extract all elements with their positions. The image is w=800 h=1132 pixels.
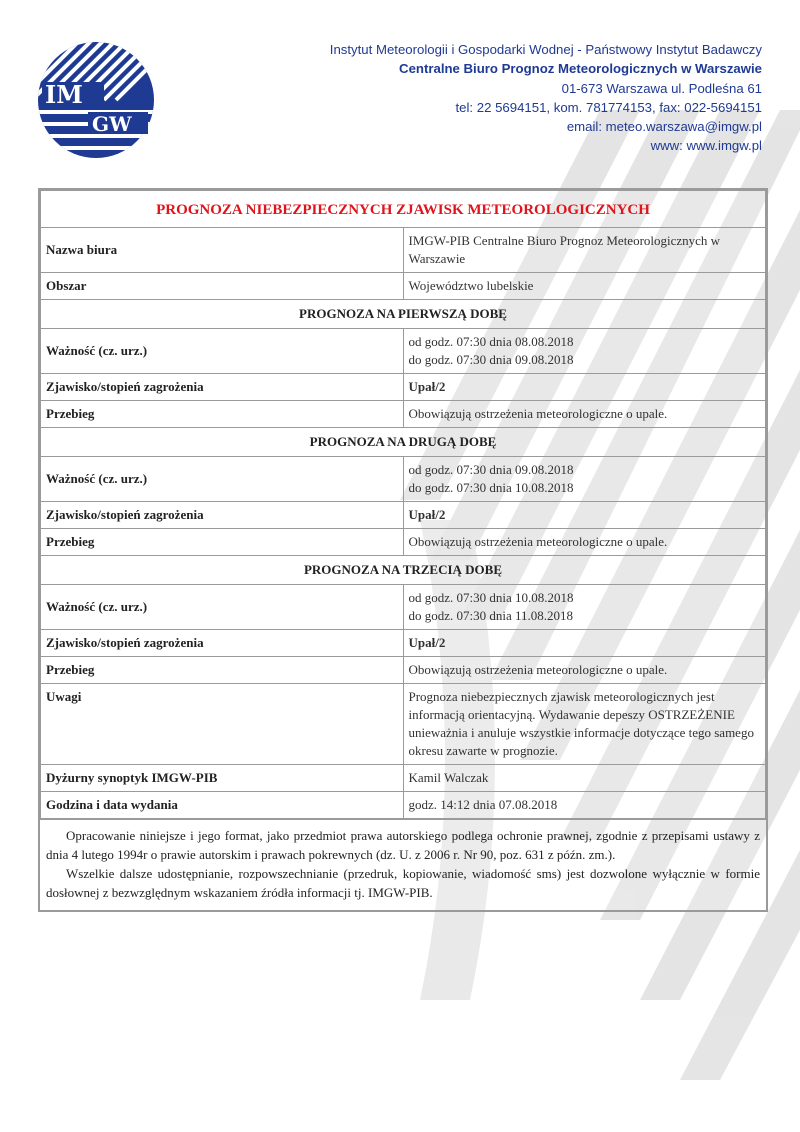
day2-phenomenon-value: Upał/2 — [403, 502, 766, 529]
day1-phenomenon-value: Upał/2 — [403, 374, 766, 401]
imgw-logo — [36, 40, 156, 160]
office-value: IMGW-PIB Centralne Biuro Prognoz Meteorologicznych w Warszawie — [403, 228, 766, 273]
day1-phenomenon-label: Zjawisko/stopień zagrożenia — [41, 374, 404, 401]
day3-course-label: Przebieg — [41, 657, 404, 684]
copyright-paragraph-1: Opracowanie niniejsze i jego format, jako przedmiot prawa autorskiego podlega ochronie prawnej, zgodnie z przepisami ustawy z dnia 4 lutego 1994r o prawie autorskim i prawach pokrewnych (dz. U. z 2006 r. Nr 90, poz. 631 z późn. zm.). — [46, 828, 760, 862]
copyright-paragraph-2: Wszelkie dalsze udostępnianie, rozpowszechnianie (przedruk, kopiowanie, wiadomość sms) jest dozwolone wyłącznie w formie dosłownej z bezwzględnym wskazaniem źródła informacji tj. IMGW-PIB. — [46, 866, 760, 900]
day2-validity-value — [403, 457, 766, 502]
day1-validity-to: do godz. 07:30 dnia 09.08.2018 — [408, 352, 574, 367]
day3-course-value: Obowiązują ostrzeżenia meteorologiczne o upale. — [403, 657, 766, 684]
copyright-notice — [40, 819, 766, 910]
day1-validity-value — [403, 329, 766, 374]
day1-validity-from: od godz. 07:30 dnia 08.08.2018 — [408, 334, 574, 349]
day1-validity-label: Ważność (cz. urz.) — [41, 329, 404, 374]
forecaster-label: Dyżurny synoptyk IMGW-PIB — [41, 765, 404, 792]
day1-course-value: Obowiązują ostrzeżenia meteorologiczne o upale. — [403, 401, 766, 428]
office-name: Centralne Biuro Prognoz Meteorologicznych w Warszawie — [399, 61, 762, 77]
forecaster-value: Kamil Walczak — [403, 765, 766, 792]
logo-text-bottom: GW — [92, 112, 132, 136]
forecast-table — [40, 190, 766, 819]
day3-validity-from: od godz. 07:30 dnia 10.08.2018 — [408, 590, 574, 605]
area-value: Województwo lubelskie — [403, 273, 766, 300]
remarks-value: Prognoza niebezpiecznych zjawisk meteorologicznych jest informacją orientacyjną. Wydawanie depeszy OSTRZEŻENIE unieważnia i anuluje wszystkie informacje dotyczące tego samego okresu zawarte w prognozie. — [403, 684, 766, 765]
letterhead — [0, 0, 800, 180]
address: 01-673 Warszawa ul. Podleśna 61 — [561, 80, 762, 96]
issued-label: Godzina i data wydania — [41, 792, 404, 819]
contact-block — [330, 40, 762, 156]
day2-validity-from: od godz. 07:30 dnia 09.08.2018 — [408, 462, 574, 477]
day2-validity-to: do godz. 07:30 dnia 10.08.2018 — [408, 480, 574, 495]
office-label: Nazwa biura — [41, 228, 404, 273]
day2-course-label: Przebieg — [41, 529, 404, 556]
day1-course-label: Przebieg — [41, 401, 404, 428]
day2-phenomenon-label: Zjawisko/stopień zagrożenia — [41, 502, 404, 529]
day1-heading: PROGNOZA NA PIERWSZĄ DOBĘ — [41, 300, 766, 329]
day3-validity-to: do godz. 07:30 dnia 11.08.2018 — [408, 608, 574, 623]
day3-validity-value — [403, 585, 766, 630]
remarks-label: Uwagi — [41, 684, 404, 765]
day2-validity-label: Ważność (cz. urz.) — [41, 457, 404, 502]
logo-text-top: IM — [45, 80, 83, 109]
phone: tel: 22 5694151, kom. 781774153, fax: 022-5694151 — [455, 99, 762, 115]
day3-heading: PROGNOZA NA TRZECIĄ DOBĘ — [41, 556, 766, 585]
website-link[interactable]: www: www.imgw.pl — [650, 138, 762, 154]
day3-validity-label: Ważność (cz. urz.) — [41, 585, 404, 630]
institute-name: Instytut Meteorologii i Gospodarki Wodnej - Państwowy Instytut Badawczy — [329, 42, 762, 57]
day3-phenomenon-label: Zjawisko/stopień zagrożenia — [41, 630, 404, 657]
forecast-document — [38, 188, 768, 912]
day2-course-value: Obowiązują ostrzeżenia meteorologiczne o upale. — [403, 529, 766, 556]
day2-heading: PROGNOZA NA DRUGĄ DOBĘ — [41, 428, 766, 457]
document-title: PROGNOZA NIEBEZPIECZNYCH ZJAWISK METEOROLOGICZNYCH — [41, 191, 766, 228]
email-link[interactable]: email: meteo.warszawa@imgw.pl — [566, 119, 762, 135]
area-label: Obszar — [41, 273, 404, 300]
issued-value: godz. 14:12 dnia 07.08.2018 — [403, 792, 766, 819]
day3-phenomenon-value: Upał/2 — [403, 630, 766, 657]
